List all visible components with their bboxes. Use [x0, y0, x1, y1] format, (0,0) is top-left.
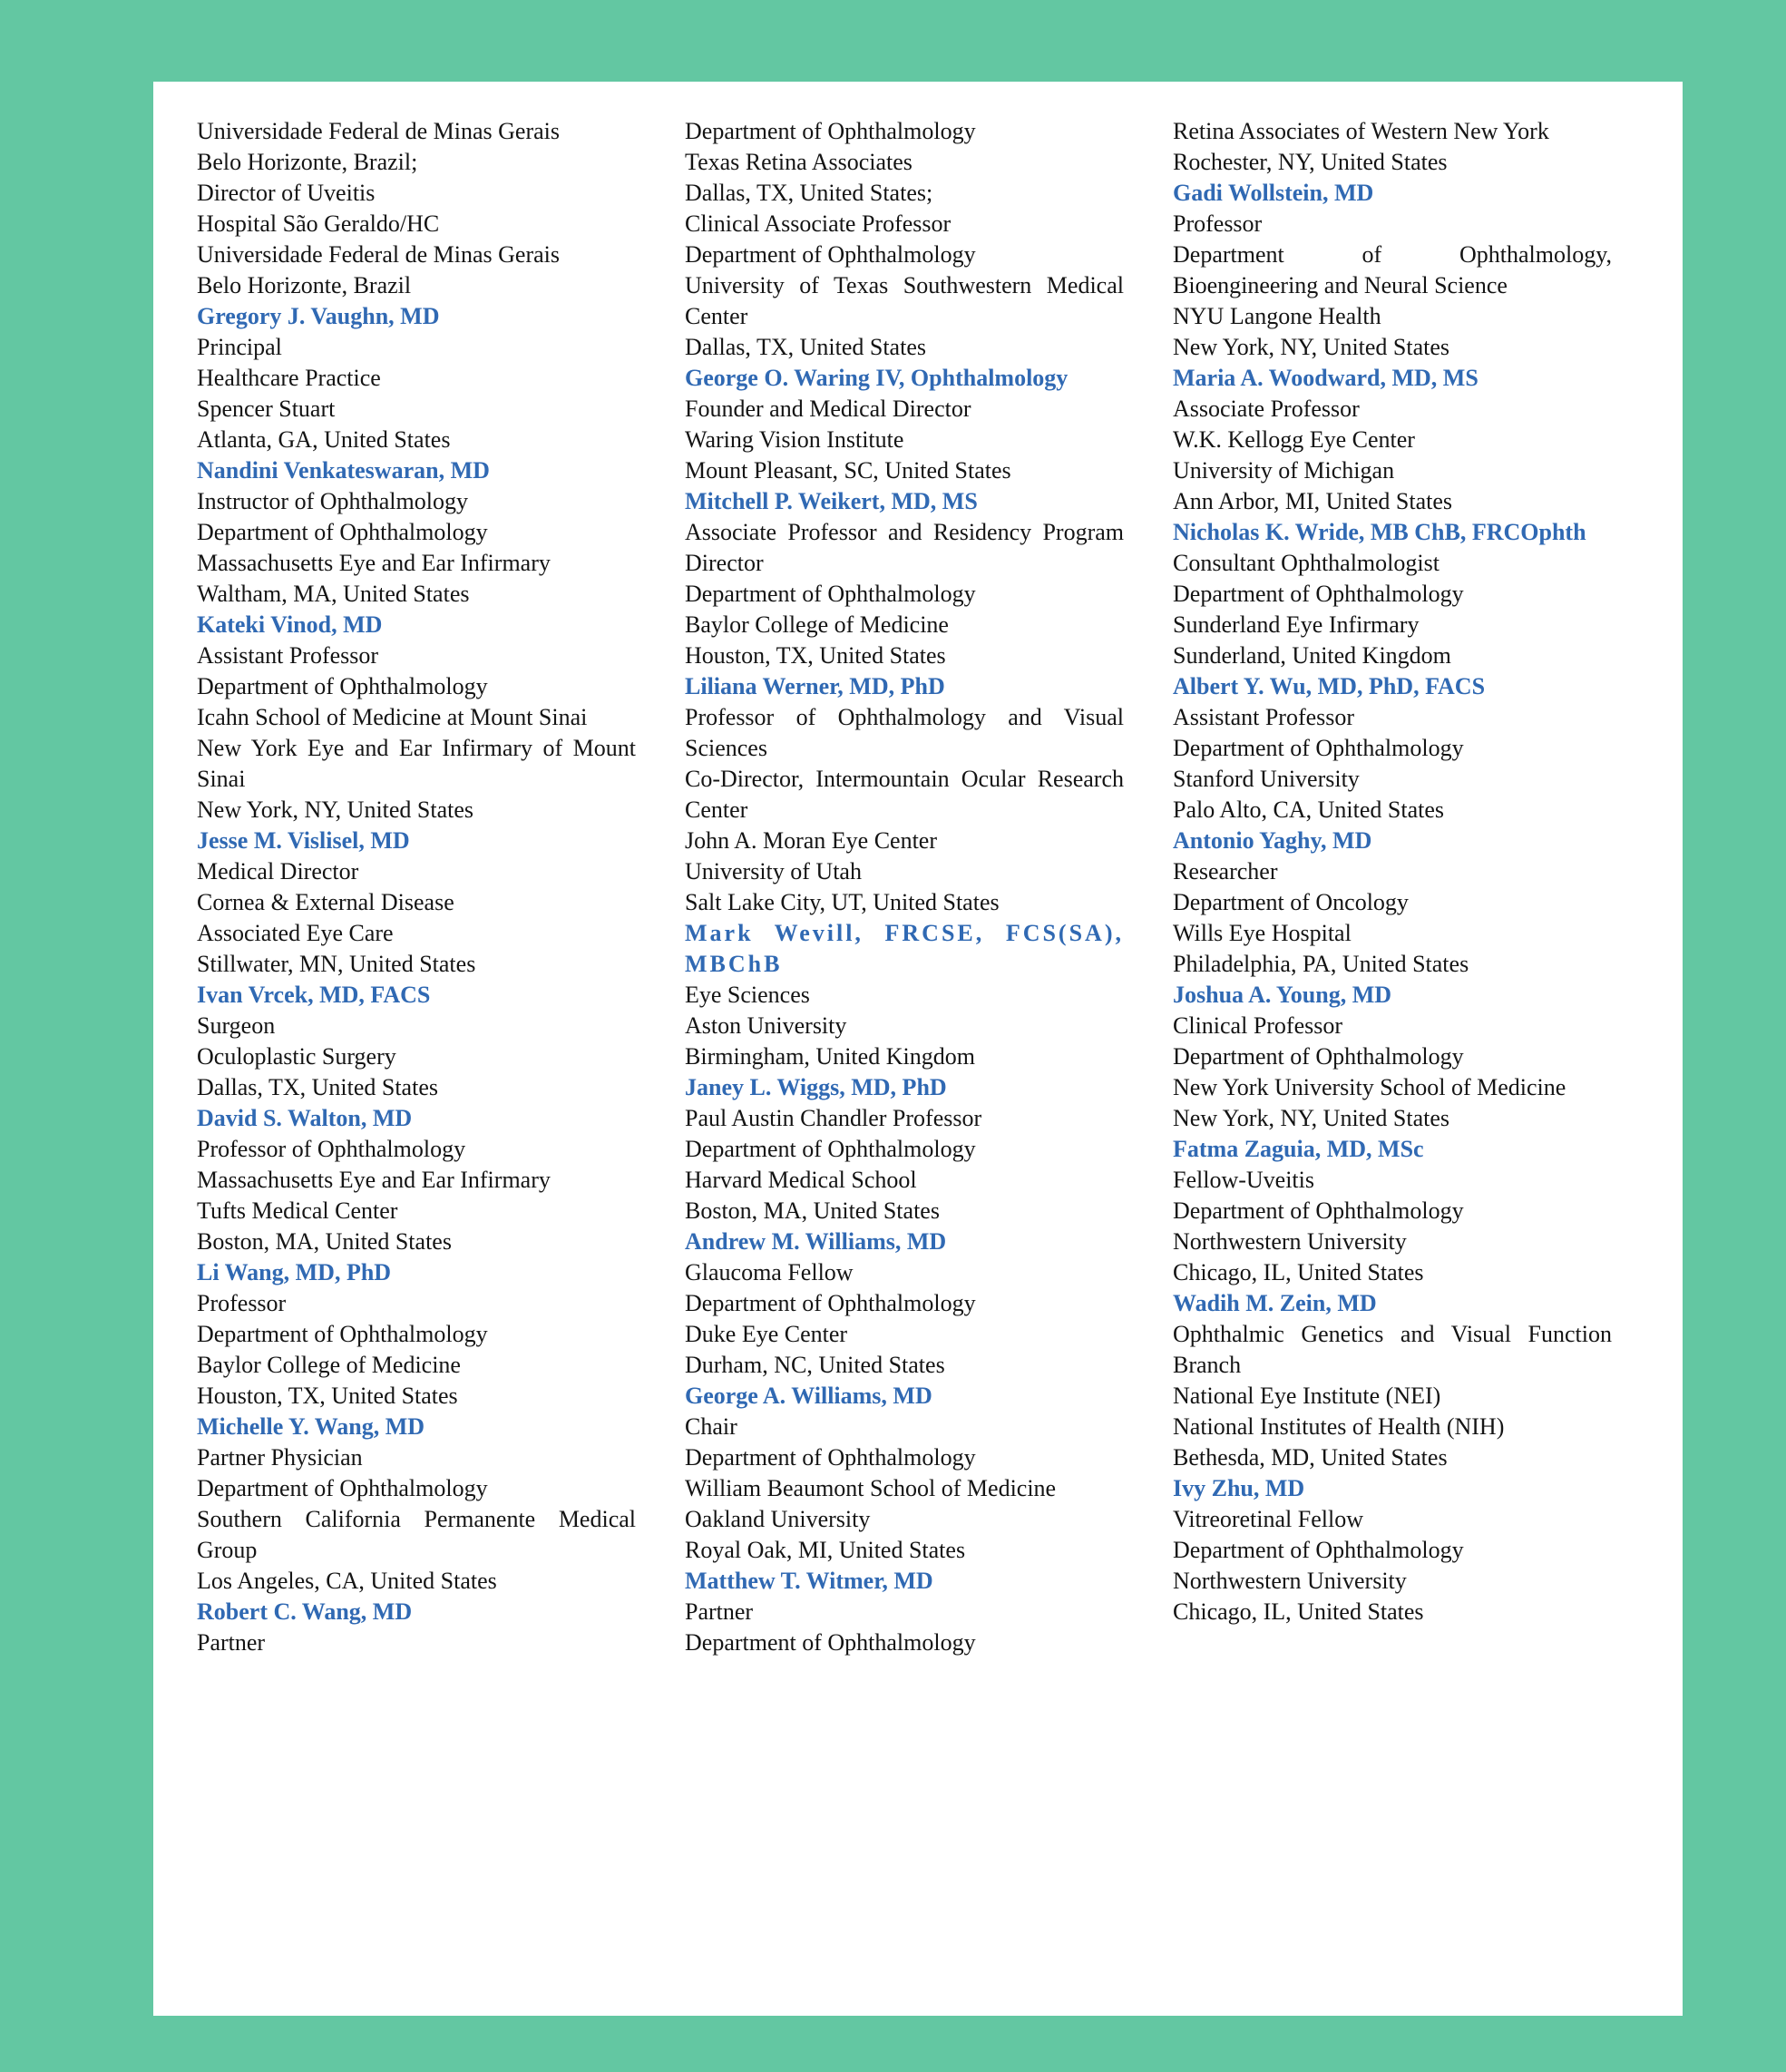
contributor-detail-line: New York, NY, United States [197, 797, 474, 823]
contributor-name: Antonio Yaghy, MD [1173, 827, 1372, 854]
contributor-detail-line: Northwestern University [1173, 1228, 1407, 1255]
contributor-detail-line: Partner [685, 1598, 754, 1625]
contributor-detail-line: Partner Physician [197, 1444, 363, 1471]
contributor-detail-line: Bethesda, MD, United States [1173, 1444, 1448, 1471]
contributor-detail-line: Associate Professor [1173, 396, 1360, 422]
contributor-detail-line: Department of Ophthalmology [1173, 1197, 1464, 1224]
contributor-detail-line: Consultant Ophthalmologist [1173, 550, 1440, 576]
contributor-detail-line: Dallas, TX, United States [197, 1074, 438, 1100]
contributor-detail-line: John A. Moran Eye Center [685, 827, 938, 854]
contributor-detail-line: Associate Professor and Residency Program Director [685, 519, 1124, 576]
contributor-detail-line: Department of Ophthalmology [685, 1290, 976, 1316]
contributor-detail-line: Southern California Permanente Medical Group [197, 1506, 636, 1563]
contributor-detail-line: Glaucoma Fellow [685, 1259, 854, 1285]
contributor-detail-line: Chair [685, 1413, 737, 1440]
contributor-name: Michelle Y. Wang, MD [197, 1413, 425, 1440]
contributor-detail-line: Massachusetts Eye and Ear Infirmary [197, 1167, 551, 1193]
contributor-detail-line: Baylor College of Medicine [685, 611, 949, 638]
contributor-detail-line: Founder and Medical Director [685, 396, 971, 422]
contributor-detail-line: Durham, NC, United States [685, 1352, 945, 1378]
contributor-detail-line: Professor [1173, 210, 1263, 237]
contributor-detail-line: Department of Ophthalmology [685, 241, 976, 268]
contributor-detail-line: Houston, TX, United States [685, 642, 946, 669]
contributor-detail-line: Department of Ophthalmology [197, 1475, 488, 1501]
contributor-detail-line: Rochester, NY, United States [1173, 149, 1448, 175]
contributor-name: Gregory J. Vaughn, MD [197, 303, 440, 329]
contributor-name: Albert Y. Wu, MD, PhD, FACS [1173, 673, 1486, 699]
contributor-detail-line: Department of Ophthalmology [685, 118, 976, 144]
contributor-detail-line: Aston University [685, 1012, 847, 1039]
contributor-detail-line: Assistant Professor [197, 642, 379, 669]
contributor-detail-line: Department of Ophthalmology [197, 1321, 488, 1347]
contributor-detail-line: Houston, TX, United States [197, 1383, 458, 1409]
contributor-detail-line: Salt Lake City, UT, United States [685, 889, 1000, 915]
contributor-detail-line: Stillwater, MN, United States [197, 951, 476, 977]
contributor-detail-line: Department of Ophthalmology [1173, 581, 1464, 607]
contributor-detail-line: Director of Uveitis [197, 180, 376, 206]
contributor-detail-line: National Institutes of Health (NIH) [1173, 1413, 1505, 1440]
contributor-detail-line: Department of Oncology [1173, 889, 1409, 915]
contributor-detail-line: Clinical Professor [1173, 1012, 1343, 1039]
contributor-detail-line: Clinical Associate Professor [685, 210, 952, 237]
contributor-detail-line: Partner [197, 1629, 266, 1656]
contributor-detail-line: Icahn School of Medicine at Mount Sinai [197, 704, 588, 730]
contributor-detail-line: Department of Ophthalmology [1173, 735, 1464, 761]
contributor-name: Joshua A. Young, MD [1173, 982, 1392, 1008]
document-page [153, 82, 1683, 2016]
contributor-detail-line: Belo Horizonte, Brazil; [197, 149, 418, 175]
contributor-detail-line: Palo Alto, CA, United States [1173, 797, 1444, 823]
contributor-name: Mitchell P. Weikert, MD, MS [685, 488, 978, 514]
contributor-detail-line: Mount Pleasant, SC, United States [685, 457, 1011, 484]
contributor-name: Janey L. Wiggs, MD, PhD [685, 1074, 947, 1100]
contributor-name: Maria A. Woodward, MD, MS [1173, 365, 1479, 391]
contributor-name: Fatma Zaguia, MD, MSc [1173, 1136, 1424, 1162]
contributor-detail-line: University of Michigan [1173, 457, 1395, 484]
contributor-detail-line: New York, NY, United States [1173, 334, 1450, 360]
contributor-detail-line: Department of Ophthalmology [1173, 1537, 1464, 1563]
contributor-name: Liliana Werner, MD, PhD [685, 673, 945, 699]
contributor-detail-line: Assistant Professor [1173, 704, 1355, 730]
contributor-detail-line: Surgeon [197, 1012, 276, 1039]
contributor-detail-line: NYU Langone Health [1173, 303, 1381, 329]
contributor-detail-line: Oculoplastic Surgery [197, 1043, 396, 1070]
contributor-detail-line: Boston, MA, United States [197, 1228, 452, 1255]
contributor-detail-line: Oakland University [685, 1506, 871, 1532]
contributor-detail-line: Royal Oak, MI, United States [685, 1537, 966, 1563]
contributor-detail-line: Massachusetts Eye and Ear Infirmary [197, 550, 551, 576]
contributor-detail-line: William Beaumont School of Medicine [685, 1475, 1057, 1501]
contributor-name: Li Wang, MD, PhD [197, 1259, 392, 1285]
contributor-name: George A. Williams, MD [685, 1383, 932, 1409]
contributor-detail-line: Tufts Medical Center [197, 1197, 398, 1224]
contributor-detail-line: Eye Sciences [685, 982, 810, 1008]
contributor-detail-line: Department of Ophthalmology [685, 1444, 976, 1471]
contributor-detail-line: Spencer Stuart [197, 396, 336, 422]
contributor-detail-line: Waring Vision Institute [685, 426, 904, 453]
contributor-detail-line: Co-Director, Intermountain Ocular Research Center [685, 766, 1124, 823]
contributor-detail-line: Universidade Federal de Minas Gerais [197, 241, 560, 268]
contributor-name: Matthew T. Witmer, MD [685, 1568, 933, 1594]
contributor-name: Kateki Vinod, MD [197, 611, 383, 638]
contributor-columns [153, 82, 1683, 1695]
contributor-name: Robert C. Wang, MD [197, 1598, 413, 1625]
contributor-detail-line: Northwestern University [1173, 1568, 1407, 1594]
contributor-detail-line: Dallas, TX, United States [685, 334, 926, 360]
contributor-detail-line: Department of Ophthalmology [1173, 1043, 1464, 1070]
contributor-detail-line: New York, NY, United States [1173, 1105, 1450, 1131]
contributor-detail-line: Department of Ophthalmology [197, 519, 488, 545]
contributor-detail-line: Chicago, IL, United States [1173, 1259, 1424, 1285]
contributor-detail-line: Belo Horizonte, Brazil [197, 272, 412, 298]
contributor-name: Ivy Zhu, MD [1173, 1475, 1305, 1501]
contributor-detail-line: Universidade Federal de Minas Gerais [197, 118, 560, 144]
contributor-detail-line: Medical Director [197, 858, 359, 885]
contributor-detail-line: Healthcare Practice [197, 365, 381, 391]
contributor-detail-line: Department of Ophthalmology [685, 1136, 976, 1162]
contributor-detail-line: National Eye Institute (NEI) [1173, 1383, 1441, 1409]
contributor-detail-line: Department of Ophthalmology [685, 581, 976, 607]
contributor-column-2 [685, 116, 1124, 1658]
contributor-detail-line: University of Utah [685, 858, 862, 885]
contributor-name: Mark Wevill, FRCSE, FCS(SA), MBChB [685, 920, 1124, 977]
contributor-name: Nicholas K. Wride, MB ChB, FRCOphth [1173, 519, 1586, 545]
contributor-detail-line: Philadelphia, PA, United States [1173, 951, 1469, 977]
contributor-detail-line: Los Angeles, CA, United States [197, 1568, 497, 1594]
contributor-detail-line: Principal [197, 334, 282, 360]
contributor-detail-line: New York University School of Medicine [1173, 1074, 1566, 1100]
contributor-detail-line: Professor of Ophthalmology and Visual Sciences [685, 704, 1124, 761]
contributor-detail-line: Professor [197, 1290, 287, 1316]
contributor-detail-line: Paul Austin Chandler Professor [685, 1105, 982, 1131]
contributor-detail-line: Harvard Medical School [685, 1167, 917, 1193]
contributor-detail-line: Baylor College of Medicine [197, 1352, 461, 1378]
contributor-name: Ivan Vrcek, MD, FACS [197, 982, 431, 1008]
contributor-column-1 [197, 116, 636, 1658]
contributor-detail-line: Chicago, IL, United States [1173, 1598, 1424, 1625]
contributor-detail-line: Dallas, TX, United States; [685, 180, 933, 206]
contributor-detail-line: Associated Eye Care [197, 920, 394, 946]
contributor-detail-line: Ophthalmic Genetics and Visual Function Branch [1173, 1321, 1612, 1378]
contributor-detail-line: Stanford University [1173, 766, 1360, 792]
contributor-detail-line: Researcher [1173, 858, 1278, 885]
contributor-detail-line: Cornea & External Disease [197, 889, 454, 915]
contributor-detail-line: Sunderland Eye Infirmary [1173, 611, 1420, 638]
contributor-detail-line: Department of Ophthalmology, Bioengineering and Neural Science [1173, 241, 1612, 298]
contributor-detail-line: Professor of Ophthalmology [197, 1136, 466, 1162]
contributor-detail-line: Ann Arbor, MI, United States [1173, 488, 1453, 514]
contributor-detail-line: Hospital São Geraldo/HC [197, 210, 440, 237]
contributor-detail-line: New York Eye and Ear Infirmary of Mount Sinai [197, 735, 636, 792]
contributor-name: David S. Walton, MD [197, 1105, 413, 1131]
contributor-detail-line: Wills Eye Hospital [1173, 920, 1352, 946]
contributor-detail-line: Fellow-Uveitis [1173, 1167, 1314, 1193]
contributor-name: Nandini Venkateswaran, MD [197, 457, 490, 484]
contributor-detail-line: Birmingham, United Kingdom [685, 1043, 975, 1070]
contributor-detail-line: Waltham, MA, United States [197, 581, 470, 607]
contributor-detail-line: Department of Ophthalmology [685, 1629, 976, 1656]
contributor-detail-line: W.K. Kellogg Eye Center [1173, 426, 1415, 453]
contributor-name: George O. Waring IV, Ophthalmology [685, 365, 1069, 391]
contributor-detail-line: University of Texas Southwestern Medical Center [685, 272, 1124, 329]
contributor-detail-line: Texas Retina Associates [685, 149, 913, 175]
contributor-detail-line: Department of Ophthalmology [197, 673, 488, 699]
contributor-name: Jesse M. Vislisel, MD [197, 827, 410, 854]
contributor-detail-line: Boston, MA, United States [685, 1197, 940, 1224]
contributor-name: Andrew M. Williams, MD [685, 1228, 947, 1255]
contributor-name: Gadi Wollstein, MD [1173, 180, 1374, 206]
contributor-detail-line: Instructor of Ophthalmology [197, 488, 468, 514]
contributor-name: Wadih M. Zein, MD [1173, 1290, 1377, 1316]
contributor-detail-line: Duke Eye Center [685, 1321, 848, 1347]
contributor-detail-line: Sunderland, United Kingdom [1173, 642, 1451, 669]
contributor-column-3 [1173, 116, 1612, 1658]
contributor-detail-line: Retina Associates of Western New York [1173, 118, 1549, 144]
contributor-detail-line: Vitreoretinal Fellow [1173, 1506, 1363, 1532]
contributor-detail-line: Atlanta, GA, United States [197, 426, 451, 453]
